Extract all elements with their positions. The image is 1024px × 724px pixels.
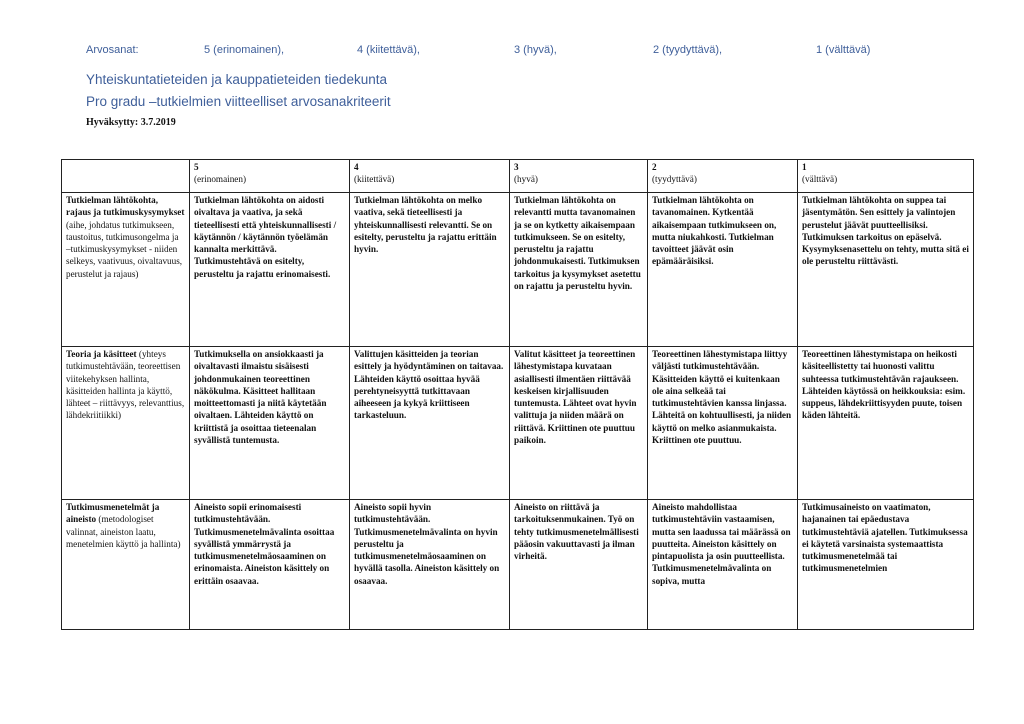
criterion-title: Tutkielman lähtökohta, rajaus ja tutkimuskysymykset	[66, 195, 185, 218]
faculty-heading: Yhteiskuntatieteiden ja kauppatieteiden tiedekunta	[86, 72, 387, 87]
header-grade-number: 1	[802, 162, 807, 172]
grade-description: Aineisto mahdollistaa tutkimustehtäviin vastaamisen, mutta sen laadussa tai määrässä on puutteita. Aineiston käsittely on pintapuolista ja osin puutteellista. Tutkimusmenetelmävalinta on sopiva, mutta	[652, 502, 791, 586]
table-row	[62, 193, 974, 347]
grade-description-cell	[648, 193, 798, 347]
grade-1-label: 1 (välttävä)	[816, 44, 871, 56]
header-cell-grade-5	[190, 160, 350, 193]
grade-description-cell	[190, 500, 350, 630]
header-grade-word: (kiitettävä)	[354, 174, 395, 185]
grade-3-label: 3 (hyvä),	[514, 44, 557, 56]
header-cell-empty	[62, 160, 190, 193]
grade-5-label: 5 (erinomainen),	[204, 44, 285, 56]
grade-description-cell	[798, 347, 974, 500]
grade-description: Valitut käsitteet ja teoreettinen lähestymistapa kuvataan asiallisesti ilmentäen riittävää keskeisen kirjallisuuden tuntemusta. Lähteet ovat hyvin valittuja ja niiden määrä on riittävä. Kriittinen ote puuttuu paikoin.	[514, 349, 637, 446]
grade-description-cell	[350, 347, 510, 500]
grade-description-cell	[798, 193, 974, 347]
header-cell-grade-3	[510, 160, 648, 193]
table-row	[62, 500, 974, 630]
grade-2-label: 2 (tyydyttävä),	[653, 44, 723, 56]
grade-description-cell	[510, 500, 648, 630]
criterion-description: (metodologiset valinnat, aineiston laatu, menetelmien käyttö ja hallinta)	[66, 514, 181, 549]
header-grade-word: (hyvä)	[514, 174, 538, 185]
header-grade-word: (välttävä)	[802, 174, 838, 185]
grade-description: Valittujen käsitteiden ja teorian esittely ja hyödyntäminen on taitavaa. Lähteiden käyttö osoittaa hyvää perehtyneisyyttä tutkittavaan aiheeseen ja kykyä kriittiseen tarkasteluun.	[354, 349, 504, 421]
header-grade-word: (erinomainen)	[194, 174, 247, 185]
grade-description-cell	[190, 193, 350, 347]
grade-description: Tutkielman lähtökohta on suppea tai jäsentymätön. Sen esittely ja valintojen perustelut jäävät puutteellisiksi. Tutkimuksen tarkoitus on epäselvä. Kysymyksenasettelu on tehty, mutta sitä ei ole perusteltu riittävästi.	[802, 195, 969, 267]
grade-description-cell	[510, 193, 648, 347]
header-cell-grade-2	[648, 160, 798, 193]
grade-description: Tutkielman lähtökohta on relevantti mutta tavanomainen ja se on kytketty aikaisempaan tutkimukseen. Se on esitelty, perusteltu ja rajattu johdonmukaisesti. Tutkimuksen tarkoitus ja kysymykset asetettu on rajattu ja perusteltu hyvin.	[514, 195, 641, 292]
grade-description-cell	[190, 347, 350, 500]
approval-date: Hyväksytty: 3.7.2019	[86, 117, 176, 128]
criterion-cell	[62, 347, 190, 500]
grade-description-cell	[648, 347, 798, 500]
criteria-table	[61, 159, 974, 630]
header-grade-number: 4	[354, 162, 359, 172]
criterion-description: (yhteys tutkimustehtävään, teoreettisen viitekehyksen hallinta, käsitteiden hallinta ja käyttö, lähteet – riittävyys, relevanttius, lähdekriitiikki)	[66, 349, 185, 421]
document-title: Pro gradu –tutkielmien viitteelliset arvosanakriteerit	[86, 94, 391, 109]
header-grade-number: 3	[514, 162, 519, 172]
grade-description: Aineisto sopii hyvin tutkimustehtävään. Tutkimusmenetelmävalinta on hyvin perusteltu ja tutkimusmenetelmäosaaminen on hyvällä tasolla. Aineiston käsittely on osaavaa.	[354, 502, 500, 586]
table-row	[62, 347, 974, 500]
grade-description: Teoreettinen lähestymistapa on heikosti käsiteellistetty tai huonosti valittu suhteessa tutkimustehtävän rajaukseen. Lähteiden käytössä on heikkouksia: esim. suppeus, lähdekriittisyyden puute, toisen käden lähteitä.	[802, 349, 966, 421]
grade-description-cell	[510, 347, 648, 500]
grade-description: Tutkimuksella on ansiokkaasti ja oivaltavasti ilmaistu sisäisesti johdonmukainen teoreettinen näkökulma. Käsitteet hallitaan moitteettomasti ja niitä käytetään oivaltaen. Lähteiden käyttö on kriittistä ja osoittaa tieteenalan syvällistä tuntemusta.	[194, 349, 327, 446]
grade-description: Teoreettinen lähestymistapa liittyy väljästi tutkimustehtävään. Käsitteiden käyttö ei kuitenkaan ole aina selkeää tai tutkimustehtävien kanssa linjassa. Lähteitä on kohtuullisesti, ja niiden käyttö on melko asianmukaista. Kriittinen ote puuttuu.	[652, 349, 792, 446]
header-cell-grade-1	[798, 160, 974, 193]
grade-scale-line	[86, 44, 986, 60]
grade-description: Tutkimusaineisto on vaatimaton, hajanainen tai epäedustava tutkimustehtäviä ajatellen. Tutkimuksessa ei käytetä varsinaista systemaattista tutkimusmenetelmää tai tutkimusmenetelmien	[802, 502, 968, 574]
grade-description: Tutkielman lähtökohta on tavanomainen. Kytkentää aikaisempaan tutkimukseen on, mutta niukahkosti. Tutkielman tavoitteet jäävät osin epämääräisiksi.	[652, 195, 777, 267]
grade-description-cell	[350, 500, 510, 630]
header-grade-word: (tyydyttävä)	[652, 174, 697, 185]
criterion-cell	[62, 193, 190, 347]
criterion-title: Teoria ja käsitteet	[66, 349, 139, 359]
criterion-description: (aihe, johdatus tutkimukseen, taustoitus, tutkimusongelma ja –tutkimuskysymykset - niiden selkeys, vaativuus, oivaltavuus, perustelut ja rajaus)	[66, 219, 183, 279]
grade-description: Aineisto sopii erinomaisesti tutkimustehtävään. Tutkimusmenetelmävalinta osoittaa syvällistä ymmärrystä ja tutkimusmenetelmäosaaminen on erinomaista. Aineiston käsittely on erittäin osaavaa.	[194, 502, 335, 586]
grade-scale-label: Arvosanat:	[86, 44, 139, 56]
grade-description-cell	[648, 500, 798, 630]
grade-4-label: 4 (kiitettävä),	[357, 44, 420, 56]
criterion-cell	[62, 500, 190, 630]
header-cell-grade-4	[350, 160, 510, 193]
grade-description-cell	[350, 193, 510, 347]
header-grade-number: 2	[652, 162, 657, 172]
grade-description: Aineisto on riittävä ja tarkoituksenmukainen. Työ on tehty tutkimusmenetelmällisesti pääosin vakuuttavasti ja ilman virheitä.	[514, 502, 639, 562]
table-header-row	[62, 160, 974, 193]
header-grade-number: 5	[194, 162, 199, 172]
criterion-title: Tutkimusmenetelmät ja aineisto	[66, 502, 160, 525]
grade-description-cell	[798, 500, 974, 630]
grade-description: Tutkielman lähtökohta on aidosti oivaltava ja vaativa, ja sekä tieteellisesti että yhteiskunnallisesti / käytännön / käytännön työelämän kannalta merkittävä. Tutkimustehtävä on esitelty, perusteltu ja rajattu erinomaisesti.	[194, 195, 337, 279]
grade-description: Tutkielman lähtökohta on melko vaativa, sekä tieteellisesti ja yhteiskunnallisesti relevantti. Se on esitelty, perusteltu ja rajattu erittäin hyvin.	[354, 195, 497, 255]
